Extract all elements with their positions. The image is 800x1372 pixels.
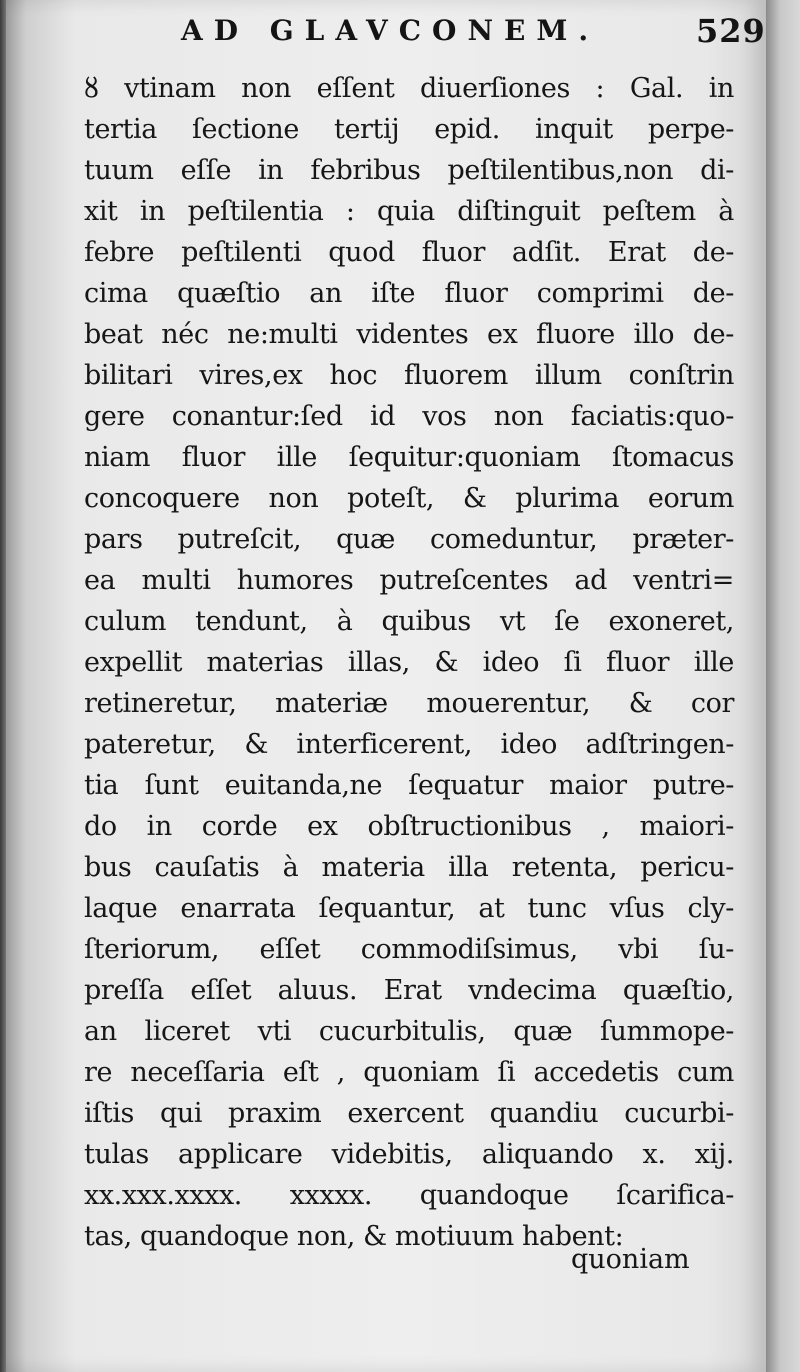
text-line: bilitari vires,ex hoc fluorem illum conſtrin [84,360,734,391]
text-line: tuum eſſe in febribus peſtilentibus,non di- [84,155,734,186]
text-line: niam fluor ille ſequitur:quoniam ſtomacus [84,442,734,473]
text-line: ea multi humores putreſcentes ad ventri= [84,565,734,596]
text-line: laque enarrata ſequantur, at tunc vſus cly- [84,893,734,924]
text-line: preſſa eſſet aluus. Erat vndecima quæſtio, [84,975,734,1006]
text-line: culum tendunt, à quibus vt ſe exoneret, [84,606,734,637]
text-line: do in corde ex obſtructionibus , maiori- [84,811,734,842]
text-line: febre peſtilenti quod fluor adſit. Erat de- [84,237,734,268]
text-line: expellit materias illas, & ideo ſi fluor ille [84,647,734,678]
text-line: re neceſſaria eſt , quoniam ſi accedetis cum [84,1057,734,1088]
right-page-edge [766,0,800,1372]
text-line: xit in peſtilentia : quia diſtinguit peſtem à [84,196,734,227]
text-line: iſtis qui praxim exercent quandiu cucurbi- [84,1098,734,1129]
text-line: concoquere non poteſt, & plurima eorum [84,483,734,514]
catchword: quoniam [571,1244,690,1275]
text-line: cima quæſtio an iſte fluor comprimi de- [84,278,734,309]
text-line: an liceret vti cucurbitulis, quæ ſummope- [84,1016,734,1047]
text-line: tulas applicare videbitis, aliquando x. xij. [84,1139,734,1170]
text-line: tertia ſectione tertij epid. inquit perpe- [84,114,734,145]
text-line: bus cauſatis à materia illa retenta, pericu- [84,852,734,883]
text-line: ſteriorum, eſſet commodiſsimus, vbi ſu- [84,934,734,965]
text-line: gere conantur:ſed id vos non faciatis:quo- [84,401,734,432]
text-line: pateretur, & interficerent, ideo adſtringen- [84,729,734,760]
text-line: retineretur, materiæ mouerentur, & cor [84,688,734,719]
text-line: beat néc ne:multi videntes ex fluore illo de- [84,319,734,350]
text-line: tia ſunt euitanda,ne ſequatur maior putre- [84,770,734,801]
body-text [84,68,734,1257]
text-line: ȣ vtinam non eſſent diuerſiones : Gal. in [84,73,734,104]
page-number: 529 [696,12,766,50]
running-title: AD GLAVCONEM. [181,14,600,47]
text-line: pars putreſcit, quæ comeduntur, præter- [84,524,734,555]
book-page [6,0,766,1372]
text-line: xx.xxx.xxxx. xxxxx. quandoque ſcarifica- [84,1180,734,1211]
text-line: tas, quandoque non, & motiuum habent: [84,1221,624,1252]
